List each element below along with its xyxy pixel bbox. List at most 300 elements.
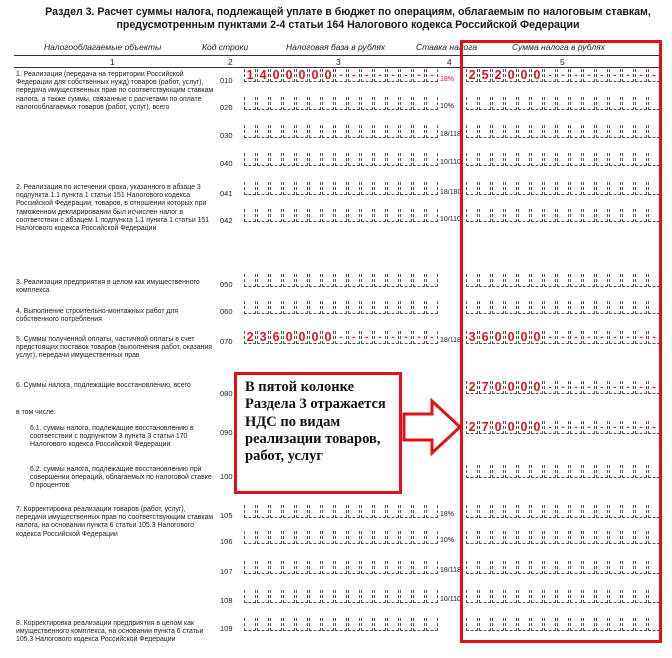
digit-cell[interactable]: - bbox=[648, 331, 660, 344]
digit-cell[interactable] bbox=[296, 590, 308, 603]
digit-cell[interactable] bbox=[322, 153, 334, 166]
digit-cell[interactable] bbox=[296, 531, 308, 544]
digit-cell[interactable]: - bbox=[583, 421, 595, 434]
digit-cell[interactable] bbox=[400, 505, 412, 518]
digit-cell[interactable] bbox=[387, 301, 399, 314]
digit-cell[interactable] bbox=[270, 301, 282, 314]
digit-cell[interactable]: - bbox=[387, 69, 399, 82]
digit-cell[interactable] bbox=[270, 182, 282, 195]
digit-cell[interactable] bbox=[335, 301, 347, 314]
digit-cell[interactable] bbox=[374, 209, 386, 222]
digit-cell[interactable] bbox=[283, 182, 295, 195]
digit-cell[interactable]: - bbox=[648, 421, 660, 434]
digit-cell[interactable] bbox=[374, 274, 386, 287]
digit-cell[interactable] bbox=[426, 182, 438, 195]
digit-cell[interactable]: 0 bbox=[492, 421, 504, 434]
digit-cell[interactable] bbox=[283, 561, 295, 574]
digit-cell[interactable] bbox=[374, 125, 386, 138]
digit-cell[interactable]: 2 bbox=[466, 69, 478, 82]
digit-cell[interactable] bbox=[348, 531, 360, 544]
digit-cell[interactable] bbox=[413, 274, 425, 287]
digit-cell[interactable]: - bbox=[557, 421, 569, 434]
base-cells-050[interactable] bbox=[244, 274, 439, 287]
digit-cell[interactable] bbox=[426, 618, 438, 631]
base-cells-040[interactable] bbox=[244, 153, 439, 166]
digit-cell[interactable]: 0 bbox=[505, 421, 517, 434]
digit-cell[interactable]: - bbox=[374, 331, 386, 344]
digit-cell[interactable] bbox=[400, 618, 412, 631]
digit-cell[interactable]: - bbox=[596, 69, 608, 82]
digit-cell[interactable] bbox=[426, 97, 438, 110]
digit-cell[interactable]: 0 bbox=[505, 69, 517, 82]
digit-cell[interactable] bbox=[244, 125, 256, 138]
digit-cell[interactable]: - bbox=[570, 421, 582, 434]
line-code: 090 bbox=[220, 428, 233, 437]
base-cells-107[interactable] bbox=[244, 561, 439, 574]
digit-cell[interactable]: 0 bbox=[322, 69, 334, 82]
digit-cell[interactable] bbox=[296, 505, 308, 518]
digit-cell[interactable]: - bbox=[335, 331, 347, 344]
digit-cell[interactable] bbox=[374, 618, 386, 631]
digit-cell[interactable] bbox=[270, 505, 282, 518]
line-code: 010 bbox=[220, 76, 233, 85]
digit-cell[interactable] bbox=[361, 505, 373, 518]
base-cells-060[interactable] bbox=[244, 301, 439, 314]
row-label-6-2: 6.2. суммы налога, подлежащие восстановлению при совершении операций, облагаемых по налоговой ставке 0 процентов bbox=[30, 466, 212, 490]
digit-cell[interactable] bbox=[413, 209, 425, 222]
digit-cell[interactable]: 1 bbox=[244, 69, 256, 82]
base-cells-106[interactable] bbox=[244, 531, 439, 544]
digit-cell[interactable] bbox=[400, 561, 412, 574]
digit-cell[interactable]: 0 bbox=[505, 381, 517, 394]
digit-cell[interactable] bbox=[270, 125, 282, 138]
digit-cell[interactable] bbox=[283, 125, 295, 138]
digit-cell[interactable] bbox=[244, 301, 256, 314]
digit-cell[interactable] bbox=[400, 125, 412, 138]
digit-cell[interactable]: 0 bbox=[296, 331, 308, 344]
digit-cell[interactable] bbox=[413, 153, 425, 166]
callout-box bbox=[234, 372, 402, 494]
digit-cell[interactable] bbox=[348, 125, 360, 138]
column-5-highlight bbox=[460, 40, 662, 643]
digit-cell[interactable] bbox=[374, 97, 386, 110]
digit-cell[interactable] bbox=[361, 182, 373, 195]
digit-cell[interactable] bbox=[413, 531, 425, 544]
digit-cell[interactable]: 0 bbox=[531, 381, 543, 394]
digit-cell[interactable]: - bbox=[570, 381, 582, 394]
base-cells-041[interactable] bbox=[244, 182, 439, 195]
digit-cell[interactable] bbox=[309, 209, 321, 222]
digit-cell[interactable] bbox=[283, 209, 295, 222]
digit-cell[interactable] bbox=[244, 97, 256, 110]
digit-cell[interactable] bbox=[387, 561, 399, 574]
digit-cell[interactable]: 0 bbox=[505, 331, 517, 344]
digit-cell[interactable] bbox=[387, 125, 399, 138]
digit-cell[interactable] bbox=[374, 561, 386, 574]
digit-cell[interactable] bbox=[309, 505, 321, 518]
digit-cell[interactable] bbox=[257, 505, 269, 518]
digit-cell[interactable] bbox=[413, 505, 425, 518]
digit-cell[interactable] bbox=[335, 561, 347, 574]
digit-cell[interactable] bbox=[348, 153, 360, 166]
digit-cell[interactable]: - bbox=[413, 69, 425, 82]
digit-cell[interactable]: 6 bbox=[270, 331, 282, 344]
digit-cell[interactable] bbox=[257, 618, 269, 631]
digit-cell[interactable] bbox=[296, 182, 308, 195]
row-label-6-sub: в том числе: bbox=[16, 409, 56, 416]
digit-cell[interactable] bbox=[361, 301, 373, 314]
digit-cell[interactable]: 0 bbox=[296, 69, 308, 82]
digit-cell[interactable] bbox=[283, 153, 295, 166]
digit-cell[interactable]: - bbox=[374, 69, 386, 82]
digit-cell[interactable] bbox=[400, 182, 412, 195]
digit-cell[interactable] bbox=[257, 590, 269, 603]
digit-cell[interactable]: 2 bbox=[466, 381, 478, 394]
digit-cell[interactable] bbox=[400, 97, 412, 110]
digit-cell[interactable] bbox=[309, 618, 321, 631]
digit-cell[interactable] bbox=[257, 274, 269, 287]
digit-cell[interactable] bbox=[270, 153, 282, 166]
digit-cell[interactable] bbox=[348, 274, 360, 287]
digit-cell[interactable] bbox=[400, 531, 412, 544]
digit-cell[interactable] bbox=[309, 97, 321, 110]
digit-cell[interactable]: - bbox=[557, 331, 569, 344]
digit-cell[interactable]: - bbox=[361, 69, 373, 82]
digit-cell[interactable] bbox=[244, 618, 256, 631]
digit-cell[interactable]: - bbox=[361, 331, 373, 344]
digit-cell[interactable]: 0 bbox=[309, 331, 321, 344]
line-code: 080 bbox=[220, 389, 233, 398]
digit-cell[interactable] bbox=[309, 301, 321, 314]
digit-cell[interactable]: 0 bbox=[531, 69, 543, 82]
digit-cell[interactable] bbox=[270, 561, 282, 574]
digit-cell[interactable]: - bbox=[596, 381, 608, 394]
digit-cell[interactable] bbox=[426, 561, 438, 574]
digit-cell[interactable] bbox=[413, 561, 425, 574]
digit-cell[interactable] bbox=[322, 209, 334, 222]
digit-cell[interactable] bbox=[374, 301, 386, 314]
digit-cell[interactable] bbox=[374, 153, 386, 166]
digit-cell[interactable] bbox=[257, 209, 269, 222]
digit-cell[interactable]: - bbox=[583, 69, 595, 82]
digit-cell[interactable] bbox=[413, 590, 425, 603]
digit-cell[interactable]: 0 bbox=[492, 331, 504, 344]
digit-cell[interactable] bbox=[400, 209, 412, 222]
digit-cell[interactable] bbox=[283, 590, 295, 603]
digit-cell[interactable] bbox=[322, 182, 334, 195]
line-code: 050 bbox=[220, 280, 233, 289]
digit-cell[interactable] bbox=[244, 274, 256, 287]
digit-cell[interactable] bbox=[426, 531, 438, 544]
digit-cell[interactable]: - bbox=[609, 69, 621, 82]
digit-cell[interactable]: 0 bbox=[531, 421, 543, 434]
digit-cell[interactable] bbox=[309, 125, 321, 138]
digit-cell[interactable] bbox=[413, 301, 425, 314]
digit-cell[interactable]: 7 bbox=[479, 421, 491, 434]
row-label-7: 7. Корректировка реализации товаров (работ, услуг), передачи имущественных прав по соответствующим ставкам налога, на основании пункта 6 статьи 105.3 Налогового кодекса Российской Федерации bbox=[16, 506, 214, 538]
digit-cell[interactable] bbox=[387, 590, 399, 603]
digit-cell[interactable] bbox=[335, 182, 347, 195]
digit-cell[interactable]: - bbox=[609, 381, 621, 394]
row-label-6-1: 6.1. суммы налога, подлежащие восстановлению в соответствии с подпунктом 3 пункта 3 статьи 170 Налогового кодекса Российской Федерации bbox=[30, 425, 194, 449]
digit-cell[interactable] bbox=[270, 590, 282, 603]
digit-cell[interactable]: - bbox=[544, 421, 556, 434]
digit-cell[interactable] bbox=[426, 590, 438, 603]
digit-cell[interactable] bbox=[361, 561, 373, 574]
digit-cell[interactable]: 0 bbox=[283, 69, 295, 82]
digit-cell[interactable] bbox=[413, 618, 425, 631]
digit-cell[interactable] bbox=[296, 301, 308, 314]
digit-cell[interactable]: 0 bbox=[309, 69, 321, 82]
base-cells-010[interactable] bbox=[244, 69, 439, 82]
digit-cell[interactable] bbox=[322, 561, 334, 574]
digit-cell[interactable] bbox=[400, 274, 412, 287]
digit-cell[interactable] bbox=[374, 590, 386, 603]
digit-cell[interactable]: 0 bbox=[322, 331, 334, 344]
digit-cell[interactable] bbox=[387, 274, 399, 287]
digit-cell[interactable] bbox=[335, 97, 347, 110]
digit-cell[interactable]: - bbox=[609, 331, 621, 344]
digit-cell[interactable] bbox=[296, 209, 308, 222]
digit-cell[interactable] bbox=[244, 531, 256, 544]
digit-cell[interactable] bbox=[374, 505, 386, 518]
digit-cell[interactable]: - bbox=[413, 331, 425, 344]
digit-cell[interactable] bbox=[335, 531, 347, 544]
digit-cell[interactable]: - bbox=[348, 331, 360, 344]
digit-cell[interactable] bbox=[309, 531, 321, 544]
digit-cell[interactable] bbox=[309, 590, 321, 603]
digit-cell[interactable] bbox=[387, 97, 399, 110]
digit-cell[interactable] bbox=[257, 561, 269, 574]
digit-cell[interactable] bbox=[361, 531, 373, 544]
digit-cell[interactable]: 2 bbox=[492, 69, 504, 82]
digit-cell[interactable] bbox=[322, 505, 334, 518]
digit-cell[interactable] bbox=[348, 182, 360, 195]
digit-cell[interactable]: - bbox=[426, 69, 438, 82]
digit-cell[interactable] bbox=[244, 153, 256, 166]
base-cells-042[interactable] bbox=[244, 209, 439, 222]
digit-cell[interactable] bbox=[322, 618, 334, 631]
digit-cell[interactable] bbox=[413, 97, 425, 110]
digit-cell[interactable] bbox=[387, 531, 399, 544]
rate-010: 18% bbox=[440, 76, 455, 83]
digit-cell[interactable] bbox=[426, 209, 438, 222]
digit-cell[interactable] bbox=[296, 125, 308, 138]
digit-cell[interactable] bbox=[361, 209, 373, 222]
digit-cell[interactable] bbox=[387, 182, 399, 195]
digit-cell[interactable] bbox=[361, 590, 373, 603]
digit-cell[interactable]: 6 bbox=[479, 331, 491, 344]
digit-cell[interactable]: - bbox=[570, 331, 582, 344]
digit-cell[interactable] bbox=[348, 209, 360, 222]
digit-cell[interactable] bbox=[374, 531, 386, 544]
digit-cell[interactable] bbox=[335, 618, 347, 631]
digit-cell[interactable] bbox=[283, 97, 295, 110]
digit-cell[interactable]: 0 bbox=[518, 331, 530, 344]
digit-cell[interactable] bbox=[322, 301, 334, 314]
digit-cell[interactable]: 0 bbox=[518, 69, 530, 82]
digit-cell[interactable]: - bbox=[622, 69, 634, 82]
digit-cell[interactable] bbox=[283, 274, 295, 287]
row-label-6: 6. Суммы налога, подлежащие восстановлению, всего bbox=[16, 382, 191, 389]
digit-cell[interactable] bbox=[257, 531, 269, 544]
digit-cell[interactable]: 4 bbox=[257, 69, 269, 82]
digit-cell[interactable] bbox=[244, 505, 256, 518]
digit-cell[interactable] bbox=[413, 182, 425, 195]
digit-cell[interactable]: - bbox=[400, 69, 412, 82]
base-cells-070[interactable] bbox=[244, 331, 439, 344]
digit-cell[interactable] bbox=[400, 590, 412, 603]
digit-cell[interactable] bbox=[322, 531, 334, 544]
digit-cell[interactable] bbox=[244, 209, 256, 222]
digit-cell[interactable]: - bbox=[648, 381, 660, 394]
digit-cell[interactable] bbox=[361, 97, 373, 110]
digit-cell[interactable]: 0 bbox=[283, 331, 295, 344]
digit-cell[interactable] bbox=[361, 618, 373, 631]
digit-cell[interactable] bbox=[348, 618, 360, 631]
col-number-3: 3 bbox=[336, 57, 341, 67]
digit-cell[interactable] bbox=[426, 505, 438, 518]
digit-cell[interactable]: - bbox=[557, 381, 569, 394]
digit-cell[interactable] bbox=[361, 274, 373, 287]
digit-cell[interactable]: 3 bbox=[257, 331, 269, 344]
digit-cell[interactable]: - bbox=[622, 381, 634, 394]
digit-cell[interactable] bbox=[361, 153, 373, 166]
digit-cell[interactable] bbox=[309, 561, 321, 574]
digit-cell[interactable] bbox=[309, 182, 321, 195]
digit-cell[interactable] bbox=[270, 531, 282, 544]
digit-cell[interactable] bbox=[244, 561, 256, 574]
digit-cell[interactable]: - bbox=[544, 381, 556, 394]
digit-cell[interactable] bbox=[348, 505, 360, 518]
digit-cell[interactable]: - bbox=[400, 331, 412, 344]
digit-cell[interactable] bbox=[270, 209, 282, 222]
digit-cell[interactable] bbox=[348, 561, 360, 574]
digit-cell[interactable]: - bbox=[387, 331, 399, 344]
digit-cell[interactable]: - bbox=[596, 421, 608, 434]
digit-cell[interactable] bbox=[257, 182, 269, 195]
digit-cell[interactable]: - bbox=[583, 381, 595, 394]
digit-cell[interactable] bbox=[387, 618, 399, 631]
digit-cell[interactable] bbox=[335, 505, 347, 518]
digit-cell[interactable]: 0 bbox=[270, 69, 282, 82]
digit-cell[interactable] bbox=[426, 301, 438, 314]
digit-cell[interactable] bbox=[335, 153, 347, 166]
digit-cell[interactable] bbox=[426, 153, 438, 166]
digit-cell[interactable]: - bbox=[609, 421, 621, 434]
digit-cell[interactable]: - bbox=[622, 331, 634, 344]
digit-cell[interactable]: - bbox=[570, 69, 582, 82]
rate-106: 10% bbox=[440, 537, 455, 544]
callout-text: В пятой колонке Раздела 3 отражается НДС по видам реализации товаров, работ, услуг bbox=[245, 379, 386, 465]
digit-cell[interactable]: 5 bbox=[479, 69, 491, 82]
digit-cell[interactable] bbox=[387, 153, 399, 166]
digit-cell[interactable] bbox=[270, 274, 282, 287]
digit-cell[interactable] bbox=[335, 125, 347, 138]
digit-cell[interactable]: - bbox=[635, 381, 647, 394]
digit-cell[interactable] bbox=[400, 153, 412, 166]
digit-cell[interactable] bbox=[296, 274, 308, 287]
digit-cell[interactable] bbox=[296, 618, 308, 631]
digit-cell[interactable] bbox=[244, 590, 256, 603]
base-cells-105[interactable] bbox=[244, 505, 439, 518]
digit-cell[interactable] bbox=[335, 209, 347, 222]
digit-cell[interactable]: - bbox=[544, 69, 556, 82]
digit-cell[interactable] bbox=[283, 505, 295, 518]
digit-cell[interactable]: - bbox=[596, 331, 608, 344]
digit-cell[interactable]: - bbox=[635, 331, 647, 344]
digit-cell[interactable] bbox=[309, 274, 321, 287]
base-cells-020[interactable] bbox=[244, 97, 439, 110]
digit-cell[interactable]: 0 bbox=[531, 331, 543, 344]
digit-cell[interactable] bbox=[257, 301, 269, 314]
digit-cell[interactable]: 0 bbox=[492, 381, 504, 394]
digit-cell[interactable] bbox=[387, 505, 399, 518]
digit-cell[interactable]: - bbox=[635, 69, 647, 82]
digit-cell[interactable] bbox=[244, 182, 256, 195]
digit-cell[interactable] bbox=[348, 590, 360, 603]
base-cells-108[interactable] bbox=[244, 590, 439, 603]
digit-cell[interactable]: 0 bbox=[518, 421, 530, 434]
digit-cell[interactable] bbox=[348, 301, 360, 314]
digit-cell[interactable] bbox=[322, 274, 334, 287]
digit-cell[interactable]: - bbox=[648, 69, 660, 82]
digit-cell[interactable] bbox=[296, 97, 308, 110]
digit-cell[interactable]: - bbox=[583, 331, 595, 344]
base-cells-109[interactable] bbox=[244, 618, 439, 631]
digit-cell[interactable]: 7 bbox=[479, 381, 491, 394]
digit-cell[interactable] bbox=[322, 125, 334, 138]
digit-cell[interactable] bbox=[283, 618, 295, 631]
digit-cell[interactable] bbox=[257, 153, 269, 166]
digit-cell[interactable] bbox=[335, 590, 347, 603]
digit-cell[interactable] bbox=[400, 301, 412, 314]
digit-cell[interactable] bbox=[413, 125, 425, 138]
digit-cell[interactable] bbox=[257, 97, 269, 110]
base-cells-030[interactable] bbox=[244, 125, 439, 138]
digit-cell[interactable] bbox=[296, 153, 308, 166]
digit-cell[interactable]: 3 bbox=[466, 331, 478, 344]
digit-cell[interactable] bbox=[257, 125, 269, 138]
digit-cell[interactable]: - bbox=[557, 69, 569, 82]
digit-cell[interactable]: - bbox=[348, 69, 360, 82]
digit-cell[interactable] bbox=[348, 97, 360, 110]
digit-cell[interactable]: 2 bbox=[244, 331, 256, 344]
digit-cell[interactable] bbox=[374, 182, 386, 195]
digit-cell[interactable] bbox=[283, 531, 295, 544]
digit-cell[interactable] bbox=[322, 590, 334, 603]
digit-cell[interactable] bbox=[426, 125, 438, 138]
digit-cell[interactable] bbox=[426, 274, 438, 287]
digit-cell[interactable] bbox=[387, 209, 399, 222]
digit-cell[interactable] bbox=[335, 274, 347, 287]
digit-cell[interactable] bbox=[322, 97, 334, 110]
digit-cell[interactable] bbox=[361, 125, 373, 138]
digit-cell[interactable]: 0 bbox=[518, 381, 530, 394]
digit-cell[interactable] bbox=[283, 301, 295, 314]
digit-cell[interactable] bbox=[270, 97, 282, 110]
digit-cell[interactable]: - bbox=[622, 421, 634, 434]
digit-cell[interactable]: - bbox=[544, 331, 556, 344]
digit-cell[interactable]: - bbox=[335, 69, 347, 82]
digit-cell[interactable] bbox=[309, 153, 321, 166]
line-code: 108 bbox=[220, 596, 233, 605]
digit-cell[interactable]: 2 bbox=[466, 421, 478, 434]
digit-cell[interactable]: - bbox=[635, 421, 647, 434]
digit-cell[interactable] bbox=[296, 561, 308, 574]
digit-cell[interactable] bbox=[270, 618, 282, 631]
digit-cell[interactable]: - bbox=[426, 331, 438, 344]
